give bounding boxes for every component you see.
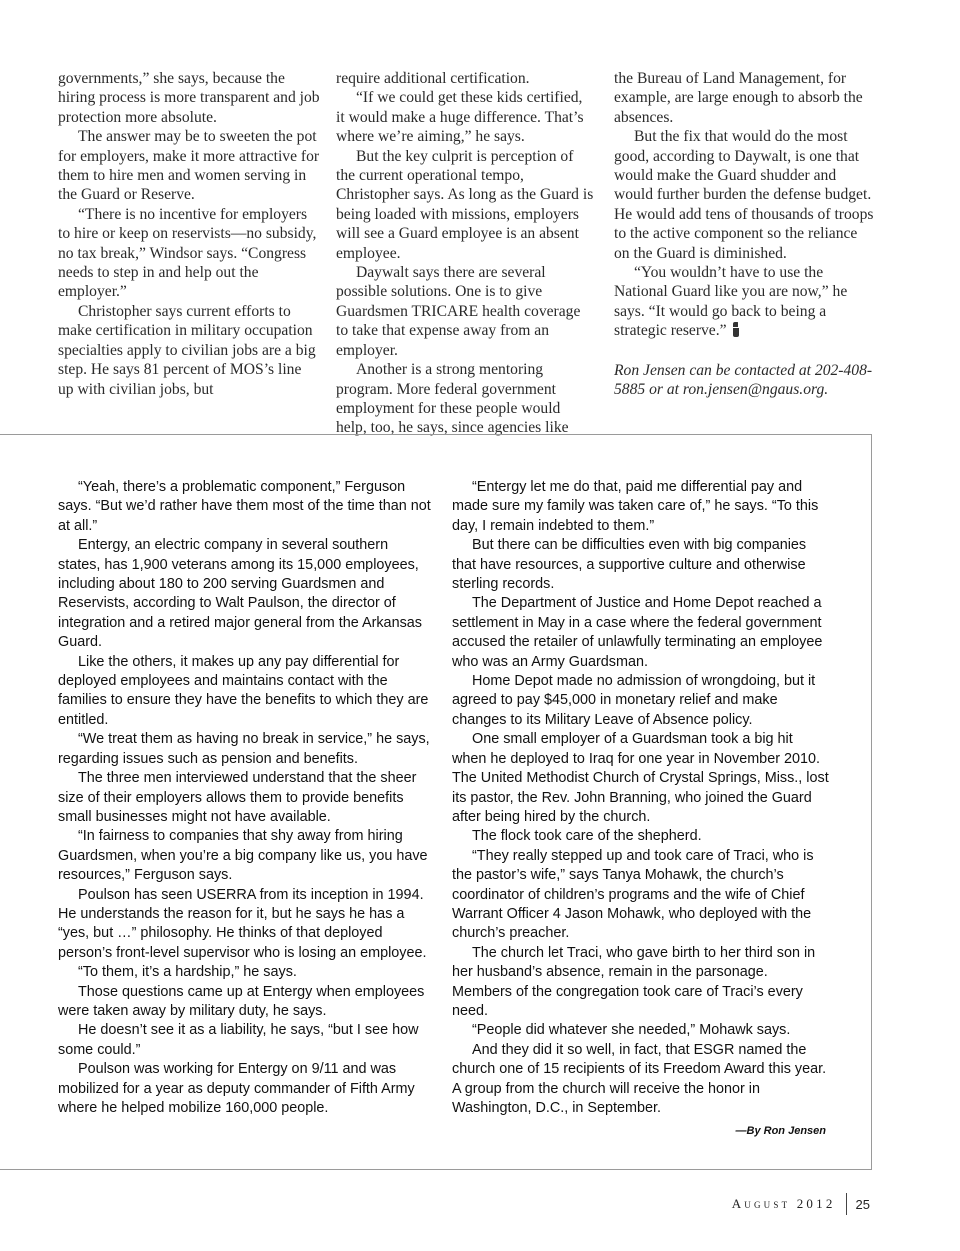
- paragraph: He doesn’t see it as a liability, he says, “but I see how some could.”: [58, 1022, 419, 1058]
- paragraph: Those questions came up at Entergy when employees were taken away by military duty, he says.: [58, 983, 425, 1019]
- article-column-3: [614, 69, 876, 400]
- paragraph: “There is no incentive for employers to hire or keep on reservists—no subsidy, no tax break,” Windsor says. “Congress needs to step in and help out the employer.”: [58, 205, 317, 301]
- end-mark-icon: [733, 322, 739, 337]
- paragraph: The answer may be to sweeten the pot for employers, make it more attractive for them to hire men and women serving in the Guard or Reserve.: [58, 128, 320, 204]
- byline: —By Ron Jensen: [735, 1125, 826, 1138]
- page-number: 25: [855, 1196, 870, 1212]
- page-footer: [732, 1193, 870, 1215]
- paragraph: But the key culprit is perception of the current operational tempo, Christopher says. As long as the Guard is being loaded with missions, employers will see a Guard employee is an absent employee.: [336, 147, 594, 262]
- sidebar-column-1: [58, 478, 434, 1118]
- paragraph: The Department of Justice and Home Depot reached a settlement in May in a case where the federal government accused the retailer of unlawfully terminating an employee who was an Army Guardsman.: [452, 595, 823, 670]
- article-column-1: [58, 69, 320, 399]
- paragraph: One small employer of a Guardsman took a big hit when he deployed to Iraq for one year in November 2010. The United Methodist Church of Crystal Springs, Miss., lost its pastor, the Rev. John Branning, who joined the Guard after being hired by the church.: [452, 731, 829, 825]
- paragraph: require additional certification.: [336, 70, 530, 87]
- paragraph: But the fix that would do the most good, according to Daywalt, is one that would make the Guard shudder and would further burden the defense budget. He would add tens of thousands of troops to the active component so the reliance on the Guard is diminished.: [614, 128, 874, 262]
- paragraph: Daywalt says there are several possible solutions. One is to give Guardsmen TRICARE health coverage to take that expense away from an employer.: [336, 264, 581, 359]
- paragraph: “They really stepped up and took care of Traci, who is the pastor’s wife,” says Tanya Mohawk, the church’s coordinator of children’s programs and the wife of Chief Warrant Officer 4 Jason Mohawk, who deployed with the church’s preacher.: [452, 847, 814, 942]
- paragraph: “If we could get these kids certified, it would make a huge difference. That’s where we’re aiming,” he says.: [336, 89, 584, 146]
- paragraph: “In fairness to companies that shy away from hiring Guardsmen, when you’re a big company like us, you have resources,” Ferguson says.: [58, 828, 428, 884]
- paragraph: The three men interviewed understand that the sheer size of their employers allows them to provide benefits small businesses might not have available.: [58, 770, 417, 825]
- last-paragraph: [614, 263, 876, 341]
- footer-divider: [846, 1193, 847, 1215]
- paragraph: The flock took care of the shepherd.: [472, 828, 702, 845]
- paragraph: The church let Traci, who gave birth to her third son in her husband’s absence, remain in the parsonage. Members of the congregation took care of Traci’s every need.: [452, 944, 816, 1019]
- paragraph: “To them, it’s a hardship,” he says.: [78, 964, 297, 981]
- article-column-2: [336, 69, 594, 438]
- paragraph: Home Depot made no admission of wrongdoing, but it agreed to pay $45,000 in monetary relief and make changes to its Military Leave of Absence policy.: [452, 673, 816, 728]
- paragraph: And they did it so well, in fact, that ESGR named the church one of 15 recipients of its Freedom Award this year. A group from the church will receive the honor in Washington, D.C., in September.: [452, 1041, 827, 1116]
- paragraph: Like the others, it makes up any pay differential for deployed employees and maintains contact with the families to ensure they have the benefits to which they are entitled.: [58, 653, 429, 728]
- paragraph: “We treat them as having no break in service,” he says, regarding issues such as pension and benefits.: [58, 731, 430, 767]
- paragraph: “Yeah, there’s a problematic component,” Ferguson says. “But we’d rather have them most of the time than not at all.”: [58, 479, 431, 534]
- paragraph: “People did whatever she needed,” Mohawk says.: [472, 1022, 791, 1039]
- paragraph: governments,” she says, because the hiring process is more transparent and job protection more absolute.: [58, 70, 320, 126]
- paragraph: Poulson has seen USERRA from its inception in 1994. He understands the reason for it, but he says he has a “yes, but …” philosophy. He thinks of that deployed person’s front-level supervisor who is losing an employee.: [58, 886, 427, 961]
- paragraph: Entergy, an electric company in several southern states, has 1,900 veterans among its 15,000 employees, including about 180 to 200 serving Guardsmen and Reservists, according to Walt Paulson, the director of integration and a retired major general from the Arkansas Guard.: [58, 537, 422, 651]
- paragraph: Poulson was working for Entergy on 9/11 and was mobilized for a year as deputy commander of Fifth Army where he helped mobilize 160,000 people.: [58, 1061, 415, 1116]
- paragraph: “Entergy let me do that, paid me differential pay and made sure my family was taken care of,” he says. “To this day, I remain indebted to them.”: [452, 479, 819, 534]
- paragraph: But there can be difficulties even with big companies that have resources, a supportive culture and otherwise sterling records.: [452, 537, 807, 593]
- sidebar-column-2: [452, 478, 830, 1142]
- paragraph: the Bureau of Land Management, for example, are large enough to absorb the absences.: [614, 70, 863, 126]
- paragraph-text: “You wouldn’t have to use the National Guard like you are now,” he says. “It would go back to being a strategic reserve.”: [614, 264, 848, 340]
- contact-info: Ron Jensen can be contacted at 202-408-5885 or at ron.jensen@ngaus.org.: [614, 361, 873, 399]
- paragraph: Christopher says current efforts to make certification in military occupation specialties apply to civilian jobs are a big step. He says 81 percent of MOS’s line up with civilian jobs, but: [58, 302, 316, 398]
- paragraph: Another is a strong mentoring program. More federal government employment for these people would help, too, he says, since agencies like: [336, 361, 569, 437]
- issue-date: August 2012: [731, 1196, 836, 1211]
